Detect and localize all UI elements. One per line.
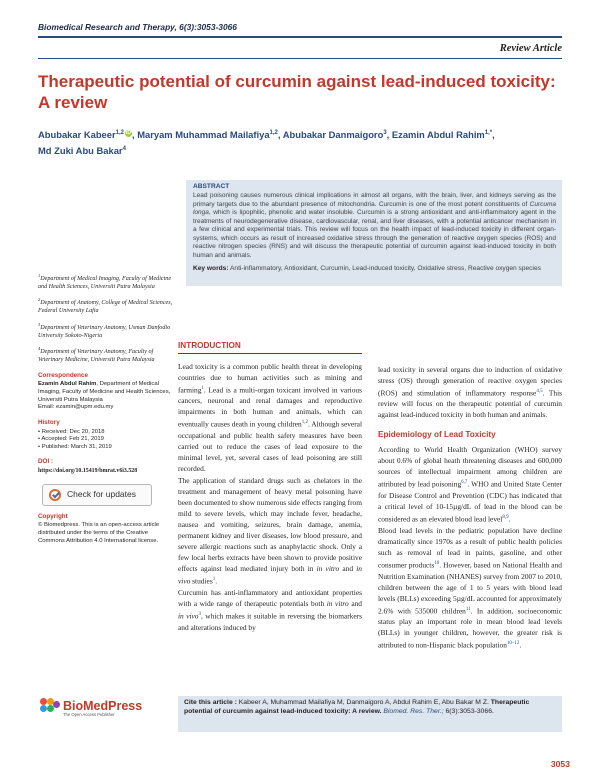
journal-header: Biomedical Research and Therapy, 6(3):3053-3066 [38,22,237,32]
author-name[interactable]: Abubakar Kabeer [38,129,116,141]
paragraph: Lead toxicity is a common public health threat in developing countries due to human activities such as mining and farming$^1$. Lead is a multi-organ toxicant involved in various cancers, neuronal and renal damages and reproductive impairments in both human and animals, which can eventually causes death in young children$^{1,2}$. Although several occupational and public health safety measures have been carried out to reduce the cases of lead exposure to the minimal level, yet, several cases of lead poisoning are still recorded. [178,362,362,473]
publisher-name: BioMedPress [63,698,143,713]
check-for-updates-button[interactable] [42,484,152,506]
history-published: • Published: March 31, 2019 [38,443,112,450]
affiliation: $^2$Department of Anatomy, College of Medical Sciences, Federal University Lafia [38,297,173,315]
copyright-text: © Biomedpress. This is an open-access article distributed under the terms of the Creative Commons Attribution 4.0 International license. [38,522,160,544]
doi-link[interactable]: https://doi.org/10.15419/bmrat.v6i3.528 [38,468,138,475]
biomedpress-logo-icon [40,698,60,718]
publisher-logo[interactable] [40,698,142,718]
history-received: • Received: Dec 20, 2018 [38,428,105,435]
page-number: 3053 [550,759,570,769]
body-column-2 [378,364,562,652]
history-accepted: • Accepted: Feb 21, 2019 [38,436,104,443]
paragraph: lead toxicity in several organs due to induction of oxidative stress (OS) through generation of reactive oxygen species (ROS) and stimulation of inflammatory response$^{4,5}$. This review will focus on the therapeutic potential of curcumin against lead-induced toxicity in both human and animals. [378,365,563,420]
sidebar [38,272,173,545]
author-sup: 1,2 [269,130,278,136]
correspondence-text: Ezamin Abdul Rahim, Department of Medical Imaging, Faculty of Medicine and Health Sciences, Universiti Putra Malaysia [38,381,171,403]
author-name[interactable]: Maryam Muhammad Mailafiya [137,129,270,141]
author-sup: 3 [383,130,387,136]
body-column-1 [178,361,362,634]
article-type-rule [38,58,562,59]
author-sup: 1,* [484,130,493,136]
abstract-text: Lead poisoning causes numerous clinical implications in almost all organs, with the brain, liver, and kidneys serving as the primary targets due to the abundant presence of mitochondria. Curcumin is one of the most potent constituents of Curcuma longa, which is lipophilic, phenolic and water insoluble. Curcumin is a strong antioxidant and anti-inflammatory agent in the treatments of neurodegenerative disease, cardiovascular, renal, and liver diseases, with a potential anticancer mechanism in a few clinical and experimental trials. This review will focus on the health impact of lead-induced toxicity in different organ-systems, which occurs as result of increased oxidative stress through the generation of reactive oxygen species (ROS) and reactive nitrogen species (RNS) and will discuss the therapeutic potential of curcumin against lead-induced toxicity in both human and animals. [193,192,556,259]
paragraph: According to World Health Organization (WHO) survey about 0.6% of global heath threatening diseases and 600,000 sources of intellectual impairment among children are attributed by lead poisoning$^{6,7}$. WHO and United State Center for Disease Control and Prevention (CDC) has indicated that a critical level of 10-15µg/dL of lead in the blood can be considered as an elevated blood lead level$^{8,9}$. [378,445,562,524]
author-list: Abubakar Kabeer$^{1,2}$ iD, Maryam Muhammad Mailafiya$^{1,2}$, Abubakar Danmaigoro$^3$, Ezamin Abdul Rahim$^{1,*}$, Md Zuki Abu Bakar$^4$ [38,129,495,157]
epidemiology-heading: Epidemiology of Lead Toxicity [378,430,496,440]
article-type: Review Article [499,43,562,54]
orcid-icon[interactable]: iD [125,130,131,136]
keywords [193,265,556,274]
heading-rule [178,353,362,354]
abstract-heading: ABSTRACT [193,183,230,190]
history-label: History [38,418,60,426]
publisher-tagline: The Open Access Publisher [63,711,115,717]
paragraph: Curcumin has anti-inflammatory and antioxidant properties with a wide range of therapeutic potentials both in vitro and in vivo$^3$, which makes it suitable in reversing the biomarkers and alterations induced by [178,588,362,632]
affiliation: $^1$Department of Medical Imaging, Faculty of Medicine and Health Sciences, Universiti Putra Malaysia [38,273,172,290]
citation-text: Cite this article : Kabeer A, Muhammad Mailafiya M, Danmaigoro A, Abdul Rahim E, Abu Bakar M Z. Therapeutic potential of curcumin against lead-induced toxicity: A review. Biomed. Res. Ther.; 6(3):3053-3066. [184,699,530,715]
affiliation: $^3$Department of Veterinary Anatomy, Usman Danfodio University Sokoto-Nigeria [38,321,171,339]
keywords-label: Key words: [193,265,229,272]
paragraph: Blood lead levels in the pediatric population have decline dramatically since 1970s as a result of public health policies such as removal of lead in paints, gasoline, and other consumer products$^{10}$. However, based on National Health and Nutrition Examination (NHANES) survey from 2007 to 2010, children between the age of 1 to 5 years with blood lead levels (BLLs) exceeding 5µg/dL accounted for approximately 2.6% with 535000 children$^{11}$. In addition, socioeconomic status play an important role in mean blood lead levels (BLLs) in younger children, however, the greater risk is attributed to non-Hispanic black population$^{10-12}$. [378,526,562,650]
copyright-label: Copyright [38,512,68,520]
author-name[interactable]: Ezamin Abdul Rahim [391,129,485,141]
author-sup: 4 [122,146,126,153]
header-rule [38,36,562,38]
article-title: Therapeutic potential of curcumin against lead-induced toxicity: A review [38,72,556,112]
affiliation: $^4$Department of Veterinary Anatomy, Faculty of Veterinary Medicine, Universiti Putra Malaysia [38,346,155,364]
author-sup: 1,2 [115,130,124,136]
correspondence-label: Correspondence [38,371,89,379]
doi-label: DOI : [38,458,54,466]
check-for-updates-label: Check for updates [67,488,136,499]
introduction-heading: INTRODUCTION [178,341,241,350]
correspondence-email[interactable]: Email: ezamin@upm.edu.my [38,404,114,411]
author-name[interactable]: Abubakar Danmaigoro [282,129,384,141]
check-updates-icon [49,489,61,501]
author-name[interactable]: Md Zuki Abu Bakar [38,145,123,157]
paragraph: The application of standard drugs such as chelators in the treatment and management of heavy metal poisoning have been documented to show numerous side effects ranging from mild to severe levels, which may include fever, headache, nausea and vomiting, seizures, brain damage, anemia, permanent kidney and liver diseases, low blood pressure, and severe allergic reactions such as anaphylactic shock. Only a few local herbs extracts have been shown to provide positive effects against lead mediated injury both in in vitro and in vivo studies$^1$. [178,475,362,586]
keywords-list: Anti-inflammatory, Antioxidant, Curcumin, Lead-induced toxicity, Oxidative stress, Reactive oxygen species [230,265,541,272]
